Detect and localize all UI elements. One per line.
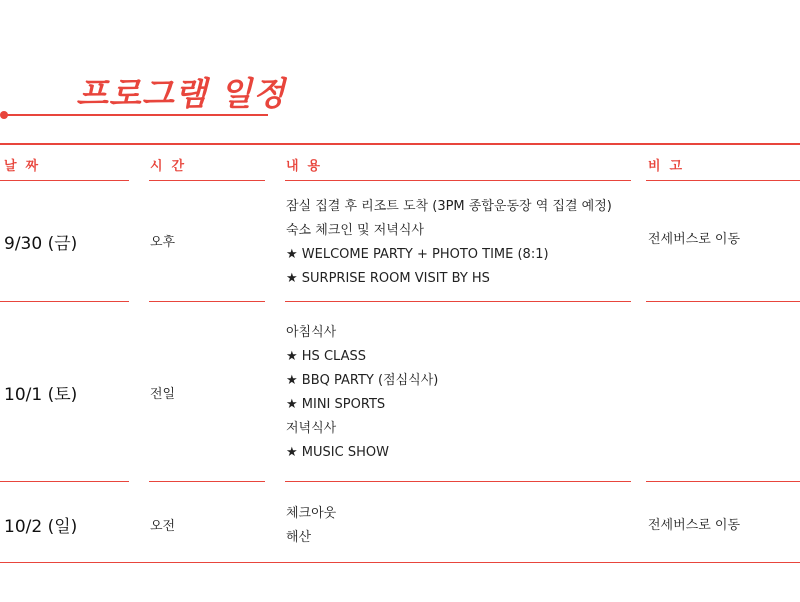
- column-header-content: 내용: [286, 159, 330, 174]
- column-header-date: 날짜: [4, 159, 48, 174]
- header-rule-time: [149, 180, 265, 181]
- row-divider: [285, 301, 631, 302]
- row-date: 10/1 (토): [4, 385, 78, 405]
- column-header-time: 시간: [150, 159, 194, 174]
- row-content-line: 해산: [286, 530, 312, 545]
- table-bottom-rule: [0, 562, 800, 563]
- row-content-line: 숙소 체크인 및 저녁식사: [286, 223, 424, 238]
- title-bullet-dot: [0, 111, 8, 119]
- row-time: 전일: [150, 387, 176, 402]
- row-content-line: ★ MINI SPORTS: [286, 397, 386, 412]
- title-underline: [4, 114, 268, 116]
- row-divider: [0, 301, 129, 302]
- row-content-line: ★ SURPRISE ROOM VISIT BY HS: [286, 271, 490, 286]
- row-date: 9/30 (금): [4, 234, 78, 254]
- header-rule-date: [0, 180, 129, 181]
- row-divider: [285, 481, 631, 482]
- program-title-block: [0, 70, 286, 120]
- row-date: 10/2 (일): [4, 517, 78, 537]
- page-title: 프로그램 일정: [76, 74, 286, 113]
- row-content-line: ★ BBQ PARTY (점심식사): [286, 373, 439, 388]
- row-time: 오후: [150, 235, 176, 250]
- row-content-line: 잠실 집결 후 리조트 도착 (3PM 종합운동장 역 집결 예정): [286, 199, 612, 214]
- row-divider: [0, 481, 129, 482]
- row-content-line: 저녁식사: [286, 421, 337, 436]
- row-content-line: 체크아웃: [286, 506, 337, 521]
- row-divider: [646, 481, 800, 482]
- table-top-rule: [0, 143, 800, 145]
- row-divider: [646, 301, 800, 302]
- row-content-line: 아침식사: [286, 325, 337, 340]
- row-content-line: ★ WELCOME PARTY + PHOTO TIME (8:1): [286, 247, 549, 262]
- row-divider: [149, 481, 265, 482]
- row-note: 전세버스로 이동: [648, 232, 741, 247]
- row-divider: [149, 301, 265, 302]
- row-content-line: ★ HS CLASS: [286, 349, 366, 364]
- column-header-note: 비고: [648, 159, 692, 174]
- row-note: 전세버스로 이동: [648, 518, 741, 533]
- row-time: 오전: [150, 519, 176, 534]
- header-rule-note: [646, 180, 800, 181]
- header-rule-content: [285, 180, 631, 181]
- row-content-line: ★ MUSIC SHOW: [286, 445, 389, 460]
